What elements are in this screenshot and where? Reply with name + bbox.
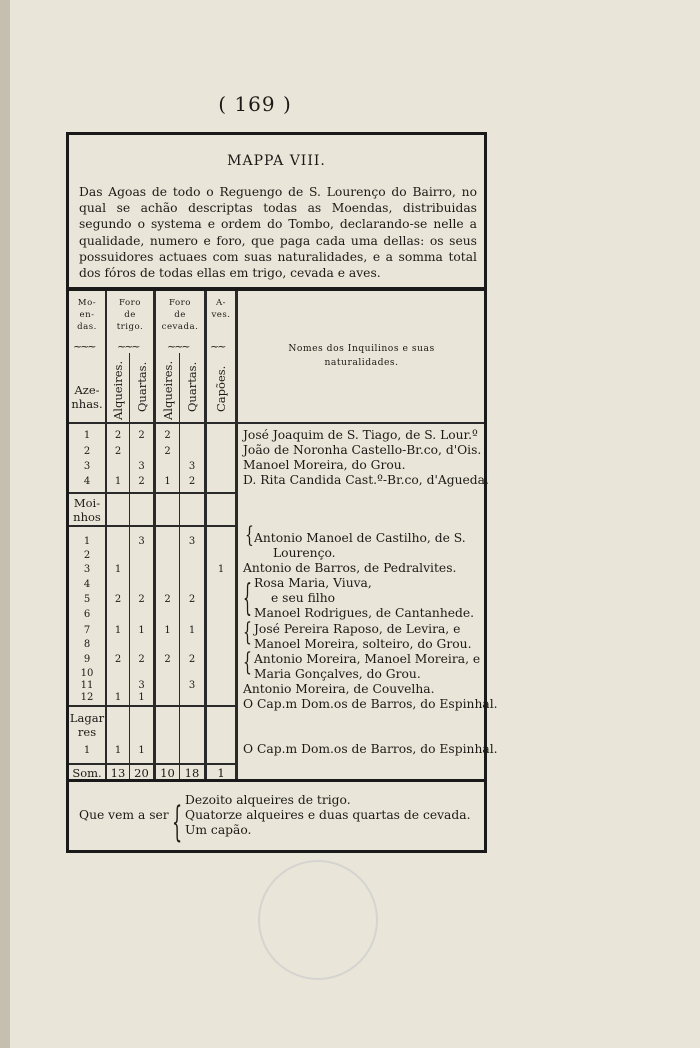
cevada-quartas-value: 3 (188, 461, 196, 472)
row-number: 2 (83, 446, 91, 457)
header-foro-cevada: Foro de cevada. (161, 298, 199, 332)
moinhos-label: Moi- nhos (73, 496, 101, 524)
row-number: 2 (83, 550, 91, 561)
trigo-quartas-value: 2 (138, 476, 145, 487)
aves-column-rule (235, 291, 238, 779)
row-number: 6 (83, 609, 91, 620)
row-number: 1 (83, 430, 91, 441)
table-heading: MAPPA VIII. (227, 153, 326, 169)
inquilino-name: O Cap.m Dom.os de Barros, do Espinhal. (243, 697, 498, 711)
row-number: 10 (80, 668, 94, 679)
cevada-quartas-value: 1 (188, 625, 196, 636)
summary-brace: { (172, 797, 183, 847)
trigo-quartas-value: 2 (138, 430, 145, 441)
trigo-column-rule (153, 291, 156, 779)
azenhas-rule (69, 422, 484, 424)
trigo-alqueires-value: 1 (114, 692, 122, 703)
trigo-alqueires-value: 2 (114, 430, 122, 441)
trigo-quartas-value: 1 (138, 625, 145, 636)
moendas-column-rule (105, 291, 107, 779)
azenhas-label: Aze- nhas. (71, 383, 103, 411)
inquilino-name: Maria Gonçalves, do Grou. (254, 667, 421, 681)
inquilino-name: Antonio Moreira, Manoel Moreira, e (254, 652, 481, 666)
trigo-quartas-value: 2 (138, 594, 145, 605)
row-number: 8 (83, 639, 91, 650)
grouping-brace: { (243, 579, 252, 621)
inquilino-name: José Pereira Raposo, de Levira, e (254, 622, 461, 636)
header-rule (69, 287, 484, 291)
total-aves: 1 (217, 766, 225, 780)
grouping-brace: { (245, 523, 254, 549)
inquilino-name: José Joaquim de S. Tiago, de S. Lour.º (243, 428, 478, 442)
inquilino-name: O Cap.m Dom.os de Barros, do Espinhal. (243, 742, 498, 756)
header-trigo-quartas: Quartas. (135, 361, 149, 412)
header-foro-trigo: Foro de trigo. (116, 298, 144, 332)
inquilino-name: Antonio de Barros, de Pedralvites. (243, 561, 457, 575)
trigo-split-rule (129, 353, 130, 779)
trigo-quartas-value: 3 (138, 536, 145, 547)
cevada-quartas-value: 2 (188, 476, 196, 487)
lagares-label: Lagar res (69, 711, 105, 739)
total-cevada-alqueires: 10 (160, 766, 175, 780)
inquilino-name: Rosa Maria, Viuva, (254, 576, 372, 590)
inquilino-name: Antonio Moreira, de Couvelha. (243, 682, 435, 696)
ornament-wave: ~~~ (73, 340, 95, 353)
ornament-wave: ~~~ (117, 340, 139, 353)
ornament-wave: ~~~ (167, 340, 189, 353)
trigo-alqueires-value: 2 (114, 446, 122, 457)
trigo-alqueires-value: 2 (114, 654, 122, 665)
total-trigo-quartas: 20 (134, 766, 149, 780)
cevada-column-rule (204, 291, 207, 779)
total-cevada-quartas: 18 (184, 766, 200, 780)
ornament-wave: ~~ (210, 340, 225, 353)
header-moendas: Mo- en- das. (77, 298, 97, 332)
trigo-alqueires-value: 1 (114, 564, 122, 575)
inquilino-name: e seu filho (271, 591, 336, 605)
inquilino-name: Manoel Moreira, solteiro, do Grou. (254, 637, 472, 651)
row-number: 4 (83, 476, 91, 487)
total-trigo-alqueires: 13 (110, 766, 126, 780)
row-number: 1 (83, 536, 91, 547)
mappa-table-frame (66, 132, 498, 853)
summary-line: Quatorze alqueires e duas quartas de cevada. (185, 808, 471, 822)
trigo-quartas-value: 1 (138, 745, 145, 756)
cevada-quartas-value: 3 (188, 680, 196, 691)
header-aves: A- ves. (211, 298, 231, 320)
header-cevada-alqueires: Alqueires. (161, 360, 175, 420)
inquilino-name: Manoel Rodrigues, de Cantanhede. (254, 606, 475, 620)
cevada-alqueires-value: 2 (164, 430, 171, 441)
inquilino-name: D. Rita Candida Cast.º-Br.co, d'Agueda. (243, 473, 489, 487)
header-aves-capoes: Capões. (214, 365, 228, 412)
cevada-alqueires-value: 2 (164, 446, 171, 457)
trigo-alqueires-value: 2 (114, 594, 122, 605)
header-trigo-alqueires: Alqueires. (111, 360, 125, 420)
cevada-alqueires-value: 2 (164, 654, 171, 665)
cevada-quartas-value: 2 (188, 594, 196, 605)
cevada-quartas-value: 3 (188, 536, 196, 547)
trigo-alqueires-value: 1 (114, 476, 122, 487)
header-cevada-quartas: Quartas. (185, 361, 199, 412)
inquilino-name: Lourenço. (273, 546, 336, 560)
row-number: 3 (83, 461, 91, 472)
library-stamp-watermark (258, 860, 378, 980)
trigo-quartas-value: 1 (138, 692, 145, 703)
grouping-brace: { (243, 649, 252, 678)
cevada-alqueires-value: 1 (164, 476, 171, 487)
aves-value: 1 (217, 564, 225, 575)
row-number: 4 (83, 579, 91, 590)
summary-line: Um capão. (185, 823, 252, 837)
table-description: Das Agoas de todo o Reguengo de S. Lourenço do Bairro, no qual se achão descriptas todas as Moendas, distribuidas segundo o systema e ordem do Tombo, declarando-se nelle a qualidade, numero e foro, que paga cada uma dellas: os seus possuidores actuaes com suas naturalidades, e a somma total dos fóros de todas ellas em trigo, cevada e aves. (79, 185, 477, 281)
row-number: 3 (83, 564, 91, 575)
row-number: 9 (83, 654, 91, 665)
trigo-quartas-value: 2 (138, 654, 145, 665)
grouping-brace: { (243, 619, 252, 648)
trigo-quartas-value: 3 (138, 680, 145, 691)
summary-lead: Que vem a ser (79, 808, 169, 822)
totals-label: Som. (72, 766, 102, 780)
page-number: ( 169 ) (218, 92, 292, 116)
trigo-alqueires-value: 1 (114, 745, 122, 756)
cevada-split-rule (179, 353, 180, 779)
cevada-alqueires-value: 2 (164, 594, 171, 605)
row-number: 12 (80, 692, 94, 703)
trigo-quartas-value: 3 (138, 461, 145, 472)
row-number: 7 (83, 625, 91, 636)
row-number: 5 (83, 594, 91, 605)
inquilino-name: Antonio Manoel de Castilho, de S. (254, 531, 466, 545)
row-number: 11 (80, 680, 94, 691)
row-number: 1 (83, 745, 91, 756)
summary-line: Dezoito alqueires de trigo. (185, 793, 351, 807)
trigo-alqueires-value: 1 (114, 625, 122, 636)
inquilino-name: Manoel Moreira, do Grou. (243, 458, 406, 472)
header-nomes: Nomes dos Inquilinos e suas naturalidades. (288, 343, 435, 368)
inquilino-name: João de Noronha Castello-Br.co, d'Ois. (243, 443, 482, 457)
cevada-alqueires-value: 1 (164, 625, 171, 636)
cevada-quartas-value: 2 (188, 654, 196, 665)
